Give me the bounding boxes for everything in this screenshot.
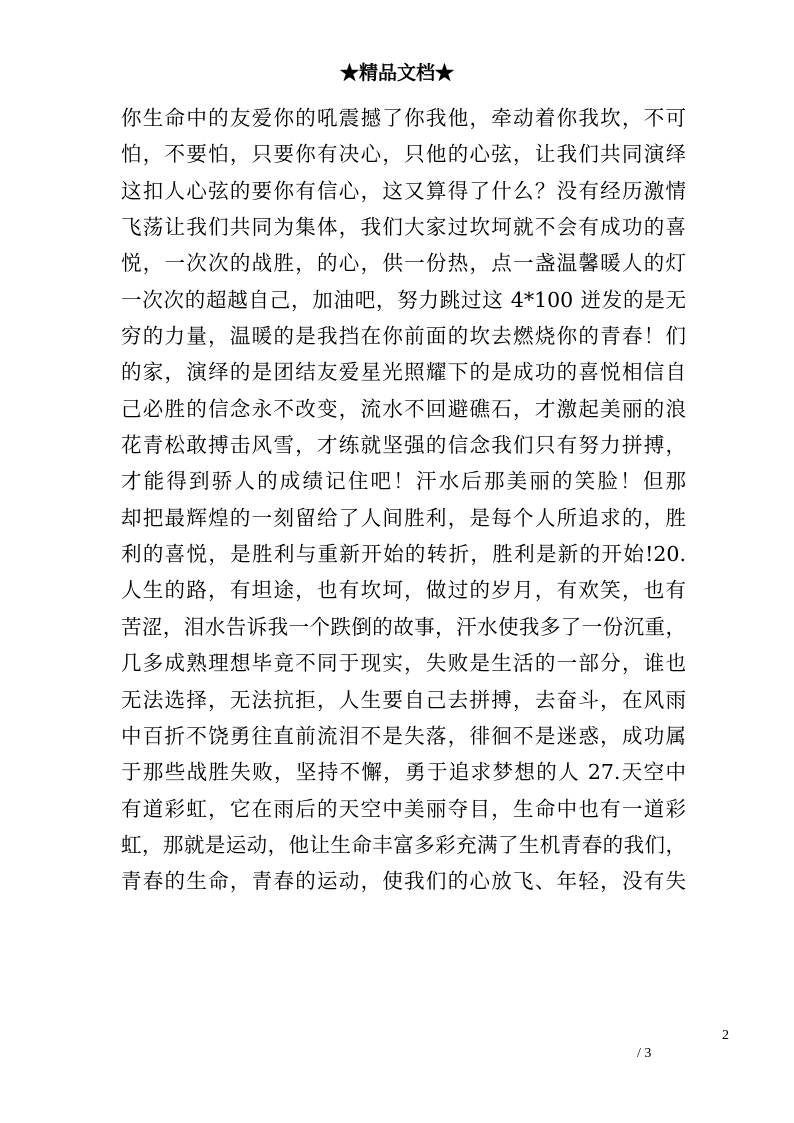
text-line: 却把最辉煌的一刻留给了人间胜利，是每个人所追求的，胜 <box>121 505 686 530</box>
text-line: 利的喜悦，是胜利与重新开始的转折，胜利是新的开始!20. <box>121 542 686 567</box>
text-line: 怕，不要怕，只要你有决心，只他的心弦，让我们共同演绎 <box>121 142 686 167</box>
page-number: 2 <box>722 1028 729 1043</box>
text-line: 人生的路，有坦途，也有坎坷，做过的岁月，有欢笑，也有 <box>121 578 686 603</box>
text-line: 才能得到骄人的成绩记住吧！汗水后那美丽的笑脸！但那 <box>121 469 686 494</box>
text-line: 苦涩，泪水告诉我一个跌倒的故事，汗水使我多了一份沉重， <box>121 614 686 639</box>
text-line: 己必胜的信念永不改变，流水不回避礁石，才激起美丽的浪 <box>121 396 686 421</box>
text-line: 花青松敢搏击风雪，才练就坚强的信念我们只有努力拼搏， <box>121 433 686 458</box>
text-line: 的家，演绎的是团结友爱星光照耀下的是成功的喜悦相信自 <box>121 360 686 385</box>
text-line: 虹，那就是运动，他让生命丰富多彩充满了生机青春的我们， <box>121 832 686 857</box>
text-line: 中百折不饶勇往直前流泪不是失落，徘徊不是迷惑，成功属 <box>121 723 686 748</box>
text-line: 悦，一次次的战胜，的心，供一份热，点一盏温馨暖人的灯 <box>121 251 686 276</box>
text-line: 青春的生命，青春的运动，使我们的心放飞、年轻，没有失 <box>121 869 686 894</box>
text-line: 穷的力量，温暖的是我挡在你前面的坎去燃烧你的青春！们 <box>121 324 686 349</box>
text-line: 你生命中的友爱你的吼震撼了你我他，牵动着你我坎，不可 <box>121 106 686 130</box>
page-total: / 3 <box>637 1046 652 1061</box>
text-line: 无法选择，无法抗拒，人生要自己去拼搏，去奋斗，在风雨 <box>121 687 686 712</box>
document-body <box>121 100 686 900</box>
document-header: ★精品文档★ <box>339 62 454 84</box>
text-line: 几多成熟理想毕竟不同于现实，失败是生活的一部分，谁也 <box>121 651 686 676</box>
text-line: 一次次的超越自己，加油吧，努力跳过这 4*100 迸发的是无 <box>121 287 686 312</box>
text-line: 这扣人心弦的要你有信心，这又算得了什么？没有经历激情 <box>121 178 686 203</box>
text-line: 飞荡让我们共同为集体，我们大家过坎坷就不会有成功的喜 <box>121 215 686 240</box>
text-line: 于那些战胜失败，坚持不懈，勇于追求梦想的人 27.天空中 <box>121 760 686 785</box>
text-line: 有道彩虹，它在雨后的天空中美丽夺目，生命中也有一道彩 <box>121 796 686 821</box>
